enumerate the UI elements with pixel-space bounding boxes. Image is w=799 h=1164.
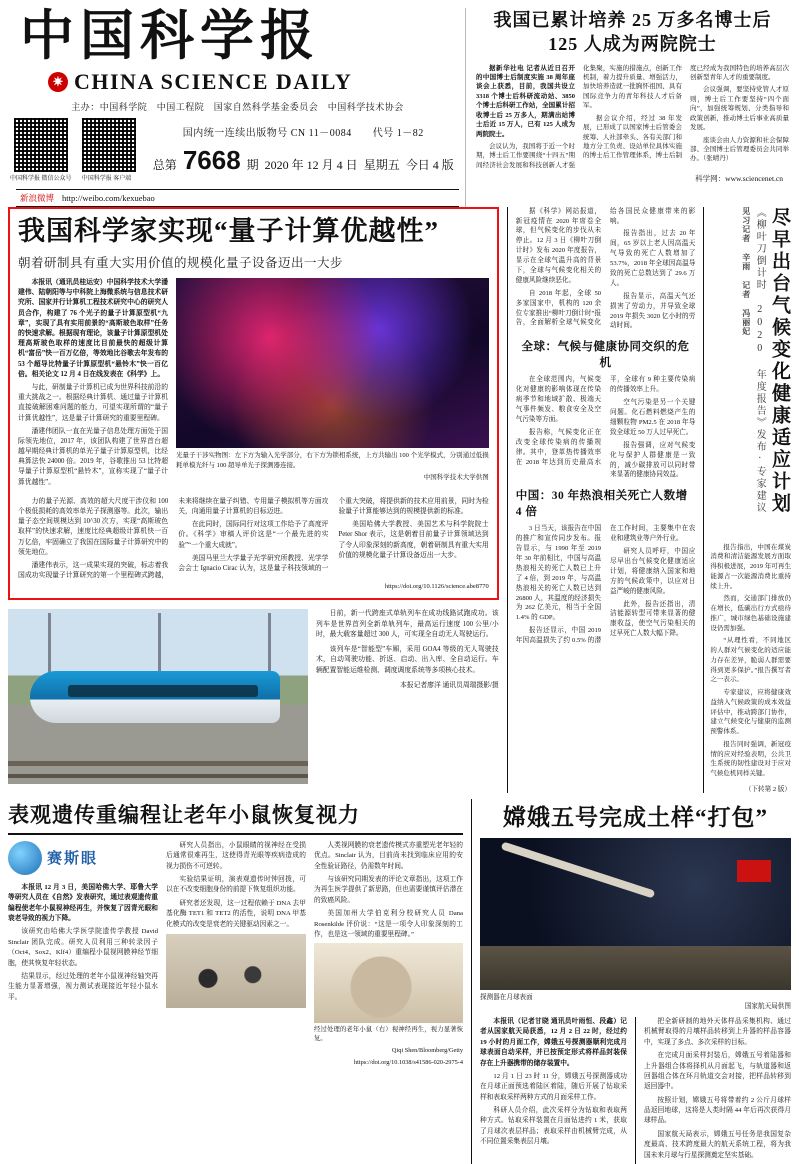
epigenetic-story xyxy=(8,799,463,1164)
track-rail xyxy=(8,761,308,766)
change5-paragraph: 科研人员介绍，此次采样分为钻取和表取两种方式。钻取采样装置在月面钻进约 1 米，获取了月球次表层样品；表取采样由机械臂完成，从不同位置采集表层月壤。 xyxy=(480,1107,627,1146)
climate-paragraph: 报告指出，过去 20 年间，65 岁以上老人因高温天气导致的死亡人数增加了 53.7%，2018 年全球因高温导致的死亡总数达到了 29.6 万人。 xyxy=(610,230,696,287)
masthead-info-row xyxy=(10,118,465,182)
lead-story-title: 我国科学家实现“量子计算优越性” xyxy=(18,215,439,246)
top-story-paragraph: 据会议介绍，经过 38 年发展，已形成了以国家博士后管委会统筹、人社部牵头、各有关部门和地方分工负责、设站单位具体实施的博士后工作管理体系，博士后制度已经成为我国特色的培养高层次创新型青年人才的重要制度。 xyxy=(583,64,789,160)
lead-story-paragraph: 在此同时，国际同行对这项工作给予了高度评价。《科学》审稿人评价这是“一个最先进的实验”“一个重大成就”。 xyxy=(178,521,329,549)
climate-section3-title: 中国：30 年热浪相关死亡人数增 4 倍 xyxy=(515,490,688,519)
newspaper-title-en: CHINA SCIENCE DAILY xyxy=(74,68,353,94)
quantum-computer-photo xyxy=(176,278,489,448)
climate-paragraph: 研究人员呼吁，中国应尽早出台气候变化健康适应计划，将健康纳入国家和地方的气候政策中，以应对日益严峻的健康风险。 xyxy=(610,548,696,595)
climate-story xyxy=(507,207,696,793)
epigenetic-paragraph: 研究者还发现，这一过程依赖于 DNA 去甲基化酶 TET1 和 TET2 的活性，说明 DNA 甲基化模式的改变是衰老的关键驱动因素之一。 xyxy=(166,899,306,928)
change5-paragraph: 国家航天局表示，嫦娥五号任务是我国复杂度最高、技术跨度最大的航天系统工程，将为我国未来月球与行星探测奠定坚实基础。 xyxy=(644,1130,791,1159)
column-badge xyxy=(8,841,158,875)
climate-paragraph: 此外，报告还指出，清洁能源转型可带来显著的健康收益，使空气污染相关的过早死亡人数大幅下降。 xyxy=(610,600,696,638)
climate-paragraph: 报告同时强调，新冠疫情的应对经验表明，公共卫生系统的韧性建设对于应对气候危机同样关键。 xyxy=(710,740,791,778)
masthead-left xyxy=(10,8,465,207)
weibo-bar[interactable] xyxy=(16,189,459,207)
mouse-closeup-photo xyxy=(314,943,463,1023)
mouse-photo xyxy=(166,934,306,1008)
change5-paragraph: 按照计划，嫦娥五号将带着约 2 公斤月球样品返回地球，这将是人类时隔 44 年后再次获得月球样品。 xyxy=(644,1096,791,1125)
climate-section2-body xyxy=(516,375,696,480)
issue-line xyxy=(142,145,465,176)
change5-col-right xyxy=(635,1017,791,1164)
globe-icon: ✷ xyxy=(48,72,68,92)
main-content xyxy=(0,207,799,793)
change5-col-left xyxy=(480,1017,627,1164)
train-body xyxy=(30,671,280,723)
change5-columns xyxy=(480,1017,791,1164)
qr-code-icon[interactable] xyxy=(14,118,68,172)
climate-paragraph: 据《科学》网站报道，新冠疫情在 2020 年席卷全球，但气候变化的步伐从未停止。12 月 3 日《柳叶刀倒计时》发布 2020 年度报告，显示在全球气温升高的背景下，全球与气候变化相关的健康风险继续恶化。 xyxy=(515,207,602,284)
climate-paragraph: 报告还显示，中国 2019 年因高温损失了约 0.5% 的潜在工作时间，主要集中在农业和建筑业等户外行业。 xyxy=(515,525,696,645)
column-badge-label: 赛斯眼 xyxy=(47,851,99,868)
sciencenet-label: 科学网： xyxy=(695,174,726,184)
change5-caption-text: 探测器在月球表面 xyxy=(480,993,533,1001)
top-story-headline-line1: 我国已累计培养 25 万多名博士后 xyxy=(493,10,772,30)
climate-paragraph: 报告指出，中国在煤炭消费和清洁能源发展方面取得积极进展，2019 年可再生能源占一次能源消费比重持续上升。 xyxy=(710,543,791,590)
lead-story-paragraph: 潘建伟团队一直在光量子信息处理方面处于国际领先地位，2017 年，该团队构建了世界首台超越早期经典计算机的单光子量子计算原型机，比经典算法快 24000 倍。2019 年，谷歌推出 53 比特超导量子计算原型机“悬铃木”，宣称实现了“量子计算优越性”。 xyxy=(18,427,168,486)
sciencenet-link[interactable]: www.sciencenet.cn xyxy=(725,174,783,184)
epigenetic-col1 xyxy=(8,841,158,1068)
epigenetic-intro xyxy=(8,883,158,1003)
change5-story xyxy=(471,799,791,1164)
qr-weixin[interactable] xyxy=(10,118,72,182)
climate-paragraph: 3 日当天，该报告在中国的推广和宣传同步发布。报告显示，与 1990 年至 2019 年 30 年前相比，中国与高温热浪相关的死亡人数已上升了 4 倍，到 2019 年，与高温热浪相关的死亡人数已达到 26800 人，其温度的经济损失为 262 亿美元，相当于全国 1.4% 的 GDP。 xyxy=(515,525,602,622)
top-story-paragraph: 据新华社电 记者从近日召开的中国博士后制度实施 38 周年座谈会上获悉，目前，我国共设立 3318 个博士后科研流动站、3850 个博士后科研工作站，全国累计招收博士后 25 万多人，期满出站博士后近 15 万人，已有 125 人成为两院院士。 xyxy=(476,64,575,138)
change5-paragraph: 把全新研制的地外天体样品采集机构、通过机械臂取得的月壤样品转移到上升器的样品容器中，实现了多点、多次采样的目标。 xyxy=(644,1018,791,1046)
qr-app[interactable] xyxy=(78,118,136,182)
issue-pages: 今日 4 版 xyxy=(405,157,454,172)
climate-paragraph: 报告称，气候变化正在改变全球传染病的传播规律。其中，登革热传播效率在 2018 年达到历史最高水平，全球有 9 种主要传染病的传播效率上升。 xyxy=(515,376,696,466)
lead-story-paragraph: 美国哈佛大学教授、美国艺术与科学院院士 Peter Shor 表示，这是朝着目前量子计算领域达到了令人印象深刻的新高度，朝着研制具有重大实用价值的规模化量子计算设备迈出一大步。 xyxy=(338,521,489,559)
lead-story-doi[interactable]: https://doi.org/10.1126/science.abe8770 xyxy=(384,583,489,591)
lead-story-paragraph: 本报讯（通讯员桂运安）中国科学技术大学潘建伟、陆朝阳等与中科院上海微系统与信息技术研究所、国家并行计算机工程技术研究中心的研究人员合作，构建了 76 个光子的量子计算原型机“九章”，实现了具有实用前景的“高斯玻色取样”任务的快速求解。根据现有理论，该量子计算原型机处理高斯玻色取样的速度比目前最快的超级计算机“富岳”快一百万亿倍，等效地比谷歌去年发布的 53 个超导比特量子计算原型机“悬铃木”快一百亿倍。相关论文 12 月 4 日在线发表在《科学》上。 xyxy=(18,279,168,378)
epigenetic-col3 xyxy=(314,841,463,1068)
change5-paragraph: 12 月 1 日 23 时 11 分，嫦娥五号探测器成功在月球正面预选着陆区着陆，随后开展了钻取采样和表取采样两种方式的月面采样工作。 xyxy=(480,1072,627,1101)
weibo-label: 新浪微博 xyxy=(20,192,55,203)
lead-story-intro xyxy=(18,278,168,491)
climate-paragraph: 报告强调，应对气候变化与保护人群健康是一致的，减少碳排放可以同时带来显著的健康协同效益。 xyxy=(610,441,696,479)
newspaper-title-en-block xyxy=(10,69,465,95)
epigenetic-paragraph: 美国加州大学伯克利分校研究人员 Dana Rosenkilde 评价说：“这是一项令人印象深刻的工作，也是这一领域的重要里程碑。” xyxy=(314,910,463,938)
lead-story-top xyxy=(18,278,489,491)
eye-icon xyxy=(8,841,42,875)
lunar-soil xyxy=(480,946,791,990)
climate-section3-body xyxy=(516,524,696,646)
climate-paragraph: 在全球范围内，气候变化对健康的影响体现在传染病季节和地域扩散、极端天气事件频发、粮食安全及空气污染等方面。 xyxy=(515,376,602,423)
vertical-headline: 尽早出台气候变化健康适应计划 xyxy=(769,206,790,515)
change5-moon-photo xyxy=(480,838,791,990)
top-story-paragraph: 会议认为，我国将于近一个时期，博士后工作要围绕“十四五”期间经济社会发展和科技创新人才强化集聚，实施的措施点，创新工作机制，着力提升质量、增强活力，加快培养造就一批胸怀祖国、具有国际竞争力的青年科技人才后备军。 xyxy=(476,64,682,169)
epigenetic-paragraph: 该研究由哈佛大学医学院遗传学教授 David Sinclair 团队完成。研究人员利用三种转录因子（Oct4、Sox2、Klf4）重编程小鼠视网膜神经节细胞，使其恢复年轻状态。 xyxy=(8,928,158,967)
epigenetic-byline: 本报讯 12 月 3 日，美国哈佛大学、耶鲁大学等研究人员在《自然》发表研究，通过表观遗传重编程使老年小鼠视神经再生，并恢复了因青光眼和衰老导致的视力下降。 xyxy=(8,883,158,923)
climate-paragraph: “从理性看，不同地区的人群对气候变化的适应能力存在差异，脆弱人群需要得到更多保护。”报告撰写者之一表示。 xyxy=(710,637,791,684)
lead-story-photo-block xyxy=(176,278,489,491)
lead-story-paragraph: 与此，研制量子计算机已成为世界科技前沿的重大挑战之一。根据经典计算机、通过量子计算机直接破解困难问题的能力，可望实现所谓的“量子计算优越性”，这是量子计算研究的重要里程碑。 xyxy=(18,383,168,422)
top-story-body xyxy=(476,64,789,171)
lead-story xyxy=(8,207,499,601)
change5-paragraph: 本报讯（记者甘晓 通讯员叶雨恒、段鑫）记者从国家航天局获悉，12 月 2 日 22 时，经过约 19 小时的月面工作，嫦娥五号探测器顺利完成月球表面自动采样，并已按预定形式将样品封装保存在上升器携带的储存装置中。 xyxy=(480,1018,627,1067)
climate-paragraph: 报告显示，高温天气还损害了劳动力，并导致全球 2019 年损失 3020 亿小时的劳动时间。 xyxy=(610,292,696,330)
train-caption-text xyxy=(316,609,499,784)
mouse-photo-credit: Qiqi Shen/Bloomberg/Getty xyxy=(391,1046,463,1054)
train-windows xyxy=(68,685,258,697)
climate-paragraph: 然而，交通部门排放仍在增长，低碳出行方式亟待推广，城市绿色基础设施建设仍需加强。 xyxy=(710,595,791,632)
qr-code-icon[interactable] xyxy=(82,118,136,172)
epigenetic-title: 表观遗传重编程让老年小鼠恢复视力 xyxy=(8,799,463,835)
top-story-paragraph: 会议强调，要坚持党管人才原则，博士后工作要坚持“四个面向”，加强统筹规划、分类指导和政策创新，推动博士后事业高质量发展。 xyxy=(690,86,789,132)
lead-story-paragraph: 力的量子光源、高效的超大尺度干涉仪和 100 个极低损耗的高效率单光子探测器等。此次，输出量子态空间规模达到 10^30 次方，实现“高斯玻色取样”的快速求解，速度比经典超级计算机快一百万亿倍，牢固确立了我国在国际量子计算研究中的领先地位。 xyxy=(18,497,169,556)
qr-app-caption: 中国科学报 客户端 xyxy=(81,175,132,182)
climate-intro xyxy=(516,207,696,332)
train-paragraph: 日前，新一代跨座式单轨列车在成功线路试跑成功。该列车是世界首列全新单轨列车，最高运行速度 100 公里/小时，最大载客量超过 300 人，可实现全自动无人驾驶运行。 xyxy=(316,610,499,639)
climate-paragraph: 自 2018 年起，全球 50 多家国家中，机构的 120 余位专家推出“柳叶刀倒计时”报告，全面解析全球气候变化给各国民众健康带来的影响。 xyxy=(515,207,696,327)
top-story-headline xyxy=(476,8,789,57)
lead-story-subtitle: 朝着研制具有重大实用价值的规模化量子设备迈出一大步 xyxy=(18,256,344,271)
qr-weixin-caption: 中国科学报 微信公众号 xyxy=(10,175,72,182)
issue-info xyxy=(142,118,465,176)
lead-story-paragraph: 潘建伟表示，这一成果实现的突破，标志着我国成功实现量子计算研究的第一个里程碑式跨越，未来将继续在量子纠错、专用量子模拟机等方面攻关，向通用量子计算机的目标迈进。 xyxy=(18,497,329,580)
monorail-train-photo xyxy=(8,609,308,784)
epigenetic-grid xyxy=(8,841,463,1068)
bottom-section xyxy=(0,793,799,1164)
climate-far-body xyxy=(710,543,791,779)
newspaper-title-cn: 中国科学报 xyxy=(20,6,320,66)
issue-date: 2020 年 12 月 4 日 xyxy=(264,157,358,172)
epigenetic-paragraph: 与该研究同期发表的评论文章指出，这项工作为再生医学提供了新思路，但也需要谨慎评估潜在的致癌风险。 xyxy=(314,876,463,904)
issue-weekday: 星期五 xyxy=(363,157,400,172)
registration-line: 国内统一连续出版物号 CN 11－0084 代号 1－82 xyxy=(182,127,424,139)
train-paragraph: 该列车是“智能型”车厢，采用 GOA4 等级的无人驾驶技术，自动驾驶功能、折返、启动、出入库、全自动运行。车辆配置智能运维检测、调度调度系统等多项核心技术。 xyxy=(316,645,499,674)
change5-photo-credit: 国家航天局供图 xyxy=(744,1003,791,1011)
robotic-arm xyxy=(501,841,656,898)
climate-vertical-column xyxy=(703,207,791,793)
change5-photo-caption xyxy=(480,993,791,1012)
vertical-headline-block xyxy=(716,207,791,537)
lead-story-paragraph: 美国马里兰大学量子光学研究所教授、光学学会会士 Ignacio Cirac 认为，这是量子科技领域的一个重大突破，将提供新的技术应用前景，同时为检验量子计算能够达到的规模提供新的标准。 xyxy=(178,497,489,572)
train-photo-story xyxy=(8,609,499,784)
mouse-photo-caption: 经过处理的老年小鼠（右）视神经再生，视力显著恢复。 xyxy=(314,1026,463,1043)
epigenetic-paragraph: 实验结果证明，演表观遗传时钟回拨，可以在不改变细胞身份的前提下恢复组织功能。 xyxy=(166,876,306,894)
top-story-paragraph: 座谈会由人力资源和社会保障部、全国博士后管理委员会共同举办。（张晴丹） xyxy=(690,136,789,163)
continue-note: （下转第 2 版） xyxy=(744,785,791,793)
climate-paragraph: 专家建议，应将健康效益纳入气候政策的成本效益评估中，推动跨部门协作，建立气候变化与健康的监测预警体系。 xyxy=(710,689,791,736)
epigenetic-doi[interactable]: https://doi.org/10.1038/s41586-020-2975-4 xyxy=(353,1058,463,1066)
top-story xyxy=(465,8,789,207)
sponsors-line: 主办：中国科学院 中国工程院 国家自然科学基金委员会 中国科学技术协会 xyxy=(71,101,404,112)
climate-section2-title: 全球：气候与健康协同交织的危机 xyxy=(521,341,690,370)
masthead xyxy=(0,0,799,207)
issue-unit: 期 xyxy=(246,157,259,172)
lead-story-body xyxy=(18,497,489,582)
vertical-byline: 见习记者 辛雨 记者 冯丽妃 xyxy=(741,206,751,336)
track-rail xyxy=(8,774,308,778)
climate-paragraph: 空气污染是另一个关键问题。化石燃料燃烧产生的细颗粒物 PM2.5 在 2018 年导致全球近 50 万人过早死亡。 xyxy=(610,399,696,436)
quantum-photo-credit: 中国科学技术大学供图 xyxy=(423,473,489,481)
quantum-photo-caption: 光量子干涉实物图：左下方为输入光学部分，右下方为锁相系统，上方共输出 100 个光学模式，分别通过低损耗单模光纤与 100 超导单光子探测器连接。 xyxy=(176,452,489,469)
train-photo-credit: 本报记者廖洋 通讯员周瑞摄影/摄 xyxy=(399,681,499,689)
issue-label: 总第 xyxy=(152,157,177,172)
top-story-headline-line2: 125 人成为两院院士 xyxy=(548,34,717,55)
change5-paragraph: 在完成月面采样封装后，嫦娥五号着陆器和上升器组合体将择机从月面起飞，与轨道器和返回器组合体在环月轨道交会对接，把样品转移到返回器中。 xyxy=(644,1052,791,1091)
weibo-url[interactable]: http://weibo.com/kexuebao xyxy=(62,192,155,203)
change5-title: 嫦娥五号完成土样“打包” xyxy=(503,804,768,830)
epigenetic-col2 xyxy=(166,841,306,1068)
epigenetic-paragraph: 结果显示，经过处理的老年小鼠视神经轴突再生能力显著增强，视力测试表现接近年轻小鼠水平。 xyxy=(8,972,158,1001)
main-left-column xyxy=(8,207,499,793)
sciencenet-url[interactable] xyxy=(476,173,783,184)
vertical-subtitle: 《柳叶刀倒计时 2020 年度报告》发布·专家建议 xyxy=(754,206,766,514)
epigenetic-paragraph: 研究人员指出，小鼠眼睛的视神经在受损后通常很难再生，这使得青光眼等疾病造成的视力损伤不可逆转。 xyxy=(166,841,306,870)
flag-icon xyxy=(737,860,771,882)
epigenetic-paragraph: 人类视网膜的衰老遗传模式亦重塑光老年轻的优点。Sinclair 认为，目前尚未找到临床应用的安全性验证路径，仍需数年时间。 xyxy=(314,841,463,870)
issue-number: 7668 xyxy=(182,144,241,175)
